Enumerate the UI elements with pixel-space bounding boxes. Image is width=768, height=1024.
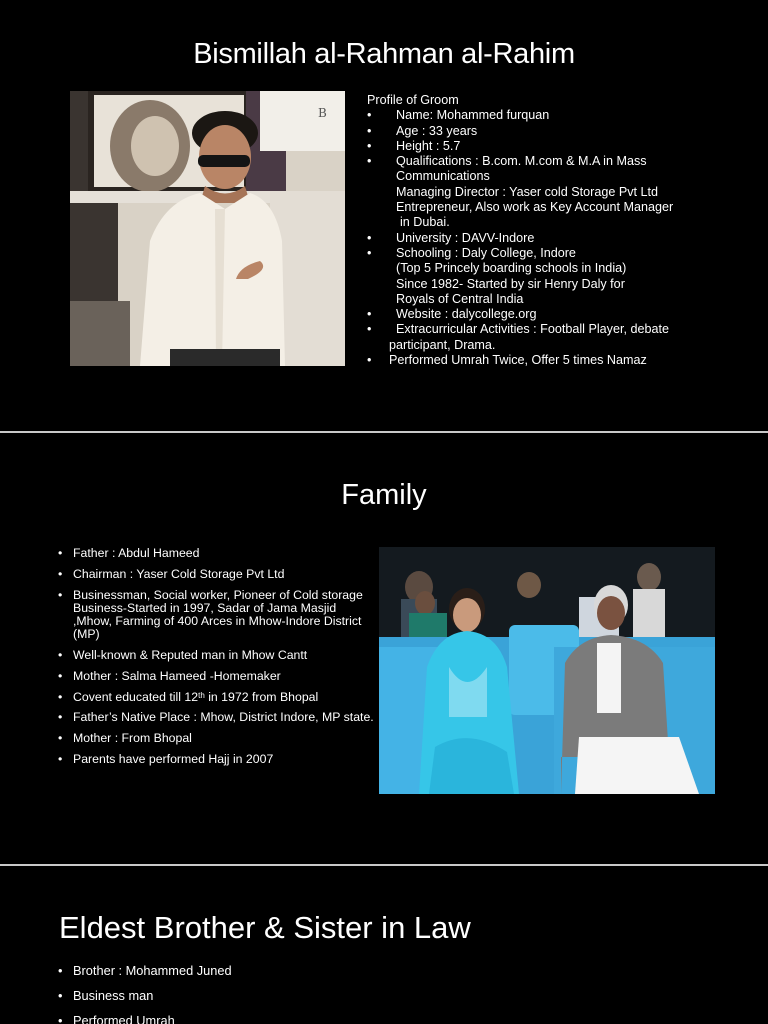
profile-age: Age : 33 years (396, 123, 478, 138)
mother-education: Covent educated till 12 (73, 689, 199, 704)
father-chairman: Chairman : Yaser Cold Storage Pvt Ltd (73, 566, 285, 581)
list-item (367, 139, 737, 154)
profile-extracurricular-cont: participant, Drama. (389, 337, 496, 352)
list-item (367, 154, 737, 230)
slide-title: Family (341, 479, 427, 511)
list-item (367, 322, 737, 353)
slide-title: Eldest Brother & Sister in Law (59, 910, 471, 945)
list-item (57, 989, 657, 1003)
profile-umrah: Performed Umrah Twice, Offer 5 times Namaz (389, 353, 647, 368)
list-item (57, 670, 375, 683)
list-item (57, 589, 375, 642)
groom-profile (367, 93, 737, 368)
father-business: Businessman, Social worker, Pioneer of Cold storage Business-Started in 1997, Sadar of Jama Masjid ,Mhow, Farming of 400 Arces in Mhow-Indore District (MP) (73, 587, 363, 642)
list-item (57, 753, 375, 766)
profile-schooling: • Schooling : Daly College, Indore (396, 245, 576, 260)
family-details (57, 547, 375, 774)
slide-groom-profile (0, 0, 768, 431)
list-item (367, 353, 737, 368)
profile-height: Height : 5.7 (396, 138, 461, 153)
parents-photo (379, 547, 715, 794)
slide-title: Bismillah al-Rahman al-Rahim (193, 38, 575, 70)
profile-website: Website : dalycollege.org (396, 307, 537, 322)
father-reputation: Well-known & Reputed man in Mhow Cantt (73, 648, 308, 662)
father-name: Father : Abdul Hameed (73, 546, 200, 560)
brother-occupation: Business man (73, 988, 154, 1003)
profile-extracurricular: • Extracurricular Activities : Football Player, debate (396, 322, 669, 337)
list-item (57, 547, 375, 560)
profile-qualifications: • Qualifications : B.com. M.com & M.A in Mass (396, 154, 647, 169)
profile-schooling-royals: Royals of Central India (396, 291, 524, 306)
father-native-place: Father’s Native Place : Mhow, District Indore, MP state. (73, 710, 374, 725)
brother-name: Brother : Mohammed Juned (73, 963, 232, 978)
groom-photo (70, 91, 345, 366)
profile-schooling-rank: (Top 5 Princely boarding schools in India) (396, 261, 627, 276)
superscript: th (198, 690, 205, 700)
brother-list (57, 964, 657, 1024)
profile-qualifications-cont: Communications (396, 169, 490, 184)
list-item (57, 691, 375, 704)
list-item (367, 246, 737, 307)
list-item (367, 231, 737, 246)
family-list (57, 547, 375, 766)
list-item (57, 1014, 657, 1024)
profile-university: University : DAVV-Indore (396, 230, 535, 245)
profile-heading: Profile of Groom (367, 93, 459, 107)
profile-schooling-history: Since 1982- Started by sir Henry Daly for (396, 276, 625, 291)
list-item (367, 124, 737, 139)
profile-name: Name: Mohammed furquan (396, 108, 550, 123)
slide-eldest-brother (0, 866, 768, 1024)
slide-family (0, 433, 768, 864)
list-item (367, 307, 737, 322)
parents-hajj: Parents have performed Hajj in 2007 (73, 751, 274, 766)
list-item (367, 108, 737, 123)
list-item (57, 711, 375, 724)
brother-details (57, 964, 657, 1024)
brother-umrah: Performed Umrah (73, 1013, 175, 1024)
profile-entrepreneur: Entrepreneur, Also work as Key Account Manager (396, 200, 674, 215)
list-item (57, 568, 375, 581)
profile-list (367, 108, 737, 368)
mother-origin: Mother : From Bhopal (73, 731, 192, 746)
list-item (57, 649, 375, 662)
mother-education-cont: in 1972 from Bhopal (204, 689, 319, 704)
profile-dubai: in Dubai. (400, 215, 450, 230)
list-item (57, 732, 375, 745)
mother-name: Mother : Salma Hameed -Homemaker (73, 668, 281, 683)
list-item (57, 964, 657, 978)
svg-text:B: B (318, 106, 327, 120)
profile-managing-director: Managing Director : Yaser cold Storage Pvt Ltd (396, 184, 659, 199)
